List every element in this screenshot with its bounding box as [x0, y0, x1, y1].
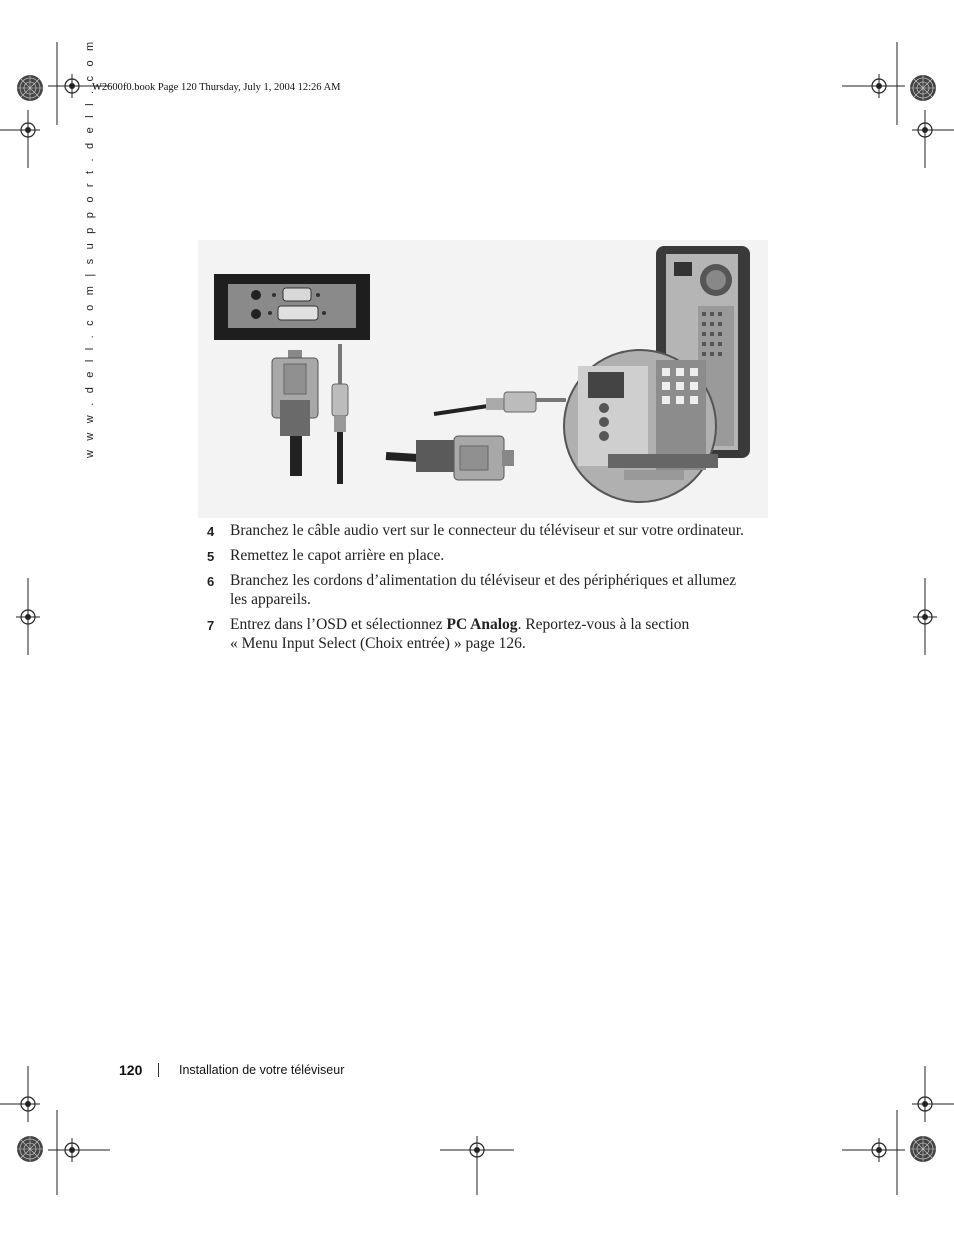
step-text-line1: Branchez les cordons d’alimentation du téléviseur et des périphériques et allumez	[230, 572, 737, 589]
footer-divider	[158, 1063, 159, 1077]
step-5	[207, 546, 767, 566]
tv-connector-panel	[214, 274, 370, 340]
magnified-back-panel	[564, 350, 718, 502]
step-text	[230, 571, 770, 609]
pc-analog-label: PC Analog	[446, 616, 518, 633]
section-title: Installation de votre téléviseur	[179, 1063, 345, 1077]
step-number: 7	[207, 618, 215, 633]
step-text-post: . Reportez-vous à la section	[517, 616, 690, 633]
book-header-info: W2600f0.book Page 120 Thursday, July 1, 2004 12:26 AM	[92, 82, 341, 93]
page-number: 120	[119, 1062, 143, 1078]
step-number: 5	[207, 549, 215, 564]
step-6	[207, 571, 767, 611]
step-text	[230, 615, 770, 653]
step-number: 4	[207, 524, 215, 539]
step-number: 6	[207, 574, 215, 589]
step-text: Branchez le câble audio vert sur le connecteur du téléviseur et sur votre ordinateur.	[230, 522, 744, 539]
step-text: Remettez le capot arrière en place.	[230, 547, 445, 564]
step-text-pre: Entrez dans l’OSD et sélectionnez	[230, 616, 447, 633]
connection-illustration	[198, 240, 768, 518]
step-7	[207, 615, 767, 655]
step-text-line2: « Menu Input Select (Choix entrée) » page 126.	[230, 635, 526, 652]
sidebar-url: w w w . d e l l . c o m | s u p p o r t . d e l l . c o m	[84, 38, 96, 458]
step-text-line2: les appareils.	[230, 591, 311, 608]
step-4	[207, 521, 767, 541]
